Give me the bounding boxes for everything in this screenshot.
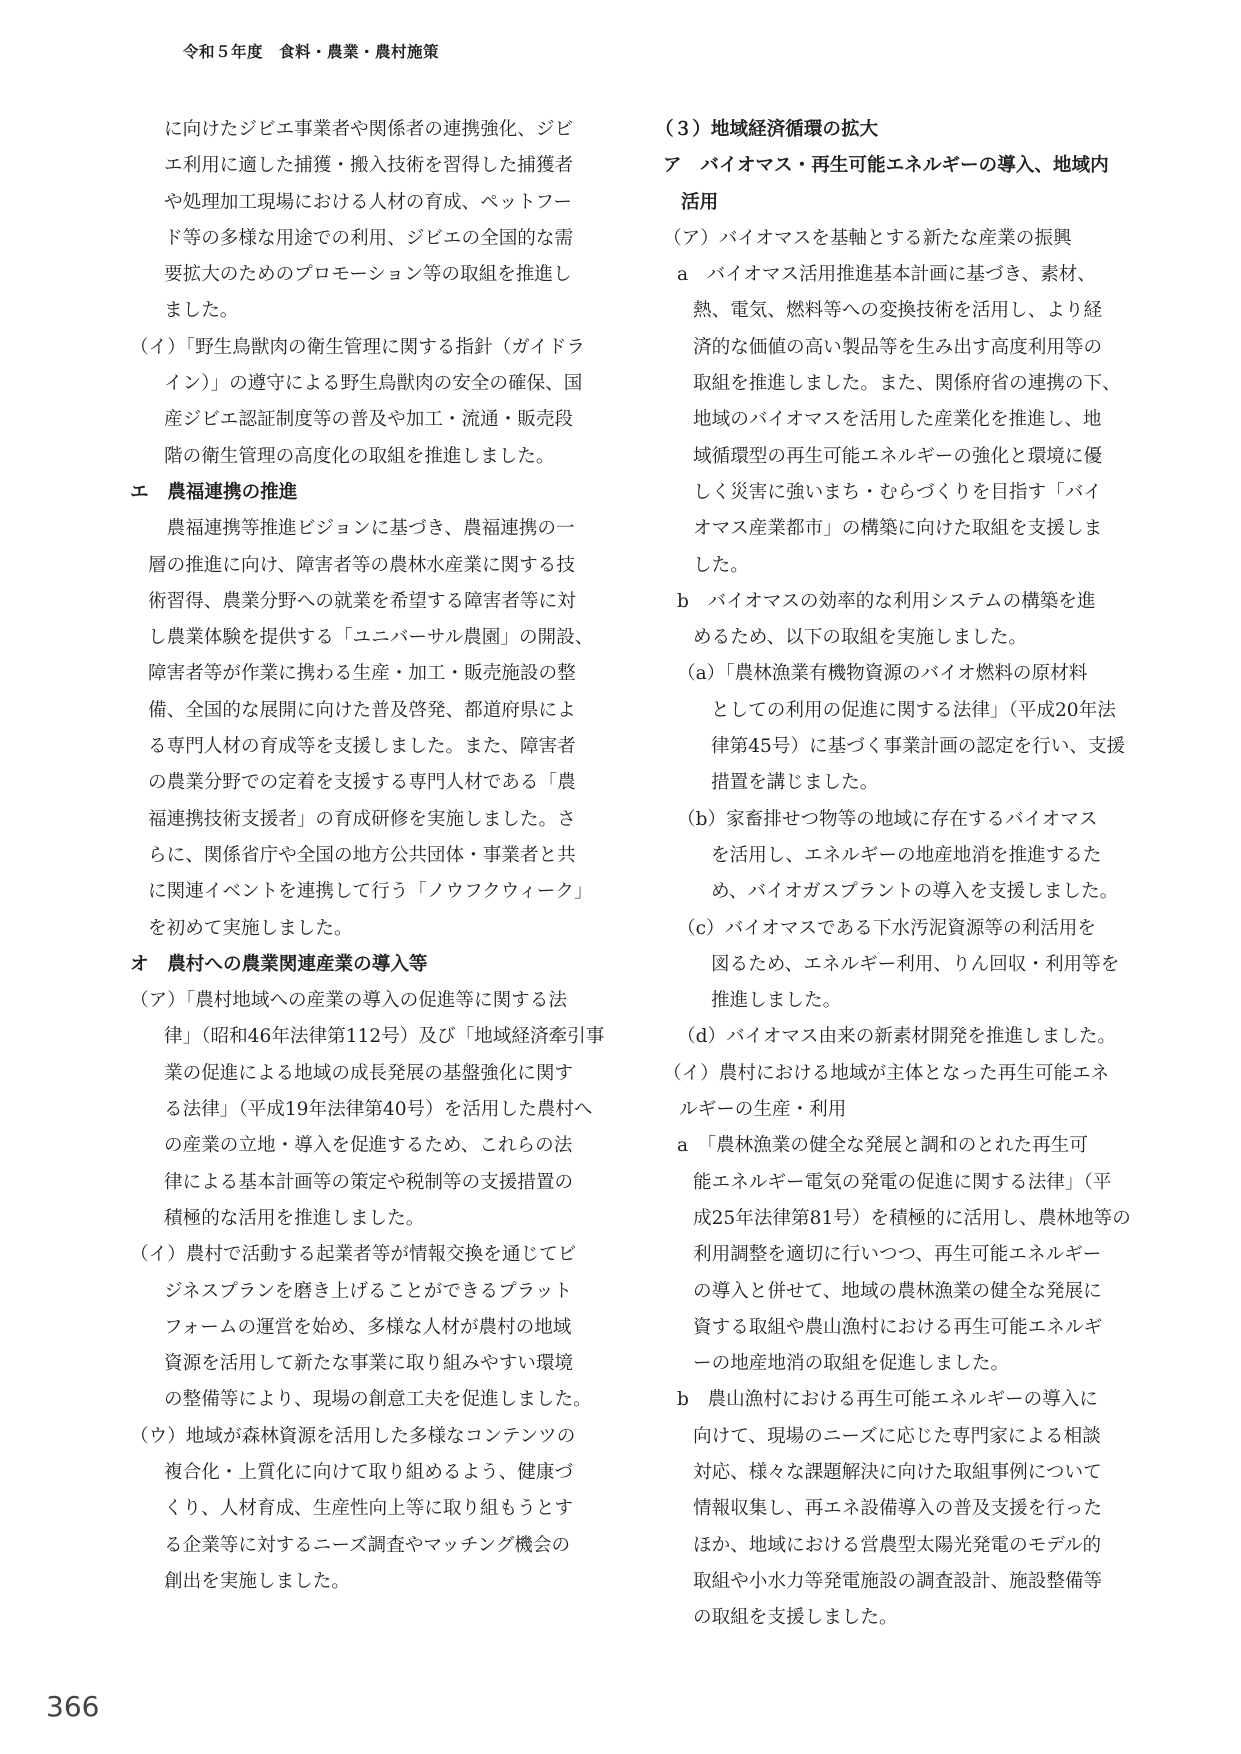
text-line: しく災害に強いまち・むらづくりを目指す「バイ xyxy=(693,481,1102,503)
paragraph xyxy=(130,983,610,1237)
text-line: （イ）「野生鳥獣肉の衛生管理に関する指針（ガイドラ xyxy=(130,336,585,358)
text-line: （イ）農村における地域が主体となった再生可能エネ xyxy=(663,1062,1110,1084)
paragraph xyxy=(130,330,610,475)
text-line: （イ）農村で活動する起業者等が情報交換を通じてビ xyxy=(130,1244,577,1266)
text-line: 律」（昭和46年法律第112号）及び「地域経済牽引事 xyxy=(164,1026,605,1048)
section-heading xyxy=(655,112,1145,148)
text-line: ジネスプランを磨き上げることができるプラット xyxy=(164,1280,573,1302)
text-line: 利用調整を適切に行いつつ、再生可能エネルギー xyxy=(693,1244,1102,1266)
paragraph xyxy=(655,257,1145,584)
text-line: 対応、様々な課題解決に向けた取組事例について xyxy=(693,1461,1102,1483)
text-line: 農福連携等推進ビジョンに基づき、農福連携の一 xyxy=(148,518,575,540)
text-line: エ 農福連携の推進 xyxy=(130,481,298,503)
text-line: 図るため、エネルギー利用、りん回収・利用等を xyxy=(711,953,1120,975)
paragraph xyxy=(130,1419,610,1600)
text-line: や処理加工現場における人材の育成、ペットフー xyxy=(164,191,572,213)
text-line: ーの地産地消の取組を促進しました。 xyxy=(693,1353,1010,1375)
text-line: る企業等に対するニーズ調査やマッチング機会の xyxy=(164,1534,571,1556)
text-line: 措置を講じました。 xyxy=(711,772,879,794)
text-line: る法律」（平成19年法律第40号）を活用した農村へ xyxy=(164,1099,593,1121)
paragraph xyxy=(655,656,1145,801)
text-line: 済的な価値の高い製品等を生み出す高度利用等の xyxy=(693,336,1103,358)
text-line: の取組を支援しました。 xyxy=(693,1607,898,1629)
text-line: に関連イベントを連携して行う「ノウフクウィーク」 xyxy=(148,881,593,903)
text-line: 備、全国的な展開に向けた普及啓発、都道府県によ xyxy=(148,699,576,721)
paragraph xyxy=(655,802,1145,911)
text-line: る専門人材の育成等を支援しました。また、障害者 xyxy=(148,736,576,758)
text-line: b バイオマスの効率的な利用システムの構築を進 xyxy=(677,590,1096,612)
text-line: b 農山漁村における再生可能エネルギーの導入に xyxy=(677,1389,1098,1411)
text-line: 創出を実施しました。 xyxy=(164,1570,350,1592)
text-line: ア バイオマス・再生可能エネルギーの導入、地域内 xyxy=(663,155,1109,177)
text-line: 向けて、現場のニーズに応じた専門家による相談 xyxy=(693,1425,1101,1447)
paragraph xyxy=(130,511,610,947)
text-line: フォームの運営を始め、多様な人材が農村の地域 xyxy=(164,1316,572,1338)
text-line: 障害者等が作業に携わる生産・加工・販売施設の整 xyxy=(148,663,576,685)
text-line: めるため、以下の取組を実施しました。 xyxy=(693,627,1027,649)
text-line: の整備等により、現場の創意工夫を促進しました。 xyxy=(164,1389,592,1411)
paragraph xyxy=(655,1056,1145,1129)
text-line: （ア）バイオマスを基軸とする新たな産業の振興 xyxy=(663,227,1072,249)
text-line: 能エネルギー電気の発電の促進に関する法律」（平 xyxy=(693,1171,1112,1193)
text-line: 業の促進による地域の成長発展の基盤強化に関す xyxy=(164,1062,574,1084)
text-line: 活用 xyxy=(681,191,719,213)
text-line: 福連携技術支援者」の育成研修を実施しました。さ xyxy=(148,808,576,830)
text-line: 産ジビエ認証制度等の普及や加工・流通・販売段 xyxy=(164,409,574,431)
text-line: 律第45号）に基づく事業計画の認定を行い、支援 xyxy=(711,736,1126,758)
text-line: 推進しました。 xyxy=(711,990,842,1012)
text-line: 要拡大のためのプロモーション等の取組を推進し xyxy=(164,264,572,286)
text-line: ました。 xyxy=(164,300,239,322)
text-line: （ウ）地域が森林資源を活用した多様なコンテンツの xyxy=(130,1425,576,1447)
text-line: の農業分野での定着を支援する専門人材である「農 xyxy=(148,772,576,794)
text-line: 成25年法律第81号）を積極的に活用し、農林地等の xyxy=(693,1207,1131,1229)
section-heading xyxy=(655,148,1145,221)
text-line: （ア）「農村地域への産業の導入の促進等に関する法 xyxy=(130,990,567,1012)
paragraph xyxy=(655,221,1145,257)
text-line: め、バイオガスプラントの導入を支援しました。 xyxy=(711,881,1119,903)
text-line: 資源を活用して新たな事業に取り組みやすい環境 xyxy=(164,1353,574,1375)
text-line: （c）バイオマスである下水汚泥資源等の利活用を xyxy=(677,917,1096,939)
paragraph xyxy=(655,1019,1145,1055)
text-line: 情報収集し、再エネ設備導入の普及支援を行った xyxy=(693,1498,1103,1520)
text-line: した。 xyxy=(693,554,749,576)
text-line: エ利用に適した捕獲・搬入技術を習得した捕獲者 xyxy=(164,155,574,177)
text-line: ルギーの生産・利用 xyxy=(679,1099,847,1121)
text-line: 積極的な活用を推進しました。 xyxy=(164,1207,425,1229)
running-header: 令和５年度 食料・農業・農村施策 xyxy=(183,43,440,61)
text-line: に向けたジビエ事業者や関係者の連携強化、ジビ xyxy=(164,119,574,140)
paragraph xyxy=(655,1128,1145,1382)
text-line: （d）バイオマス由来の新素材開発を推進しました。 xyxy=(677,1026,1117,1048)
left-column xyxy=(130,112,610,1600)
text-line: し農業体験を提供する「ユニバーサル農園」の開設、 xyxy=(148,627,594,649)
text-line: （３）地域経済循環の拡大 xyxy=(655,119,879,140)
text-line: の産業の立地・導入を促進するため、これらの法 xyxy=(164,1135,573,1157)
paragraph xyxy=(655,911,1145,1020)
text-line: 複合化・上質化に向けて取り組めるよう、健康づ xyxy=(164,1461,574,1483)
text-line: としての利用の促進に関する法律」（平成20年法 xyxy=(711,699,1116,721)
paragraph xyxy=(655,1382,1145,1636)
text-line: （a）「農林漁業有機物資源のバイオ燃料の原材料 xyxy=(677,663,1088,685)
text-line: 術習得、農業分野への就業を希望する障害者等に対 xyxy=(148,590,576,612)
text-line: a 「農林漁業の健全な発展と調和のとれた再生可 xyxy=(677,1135,1088,1157)
text-line: イン）」の遵守による野生鳥獣肉の安全の確保、国 xyxy=(164,373,583,395)
text-line: を初めて実施しました。 xyxy=(148,917,353,939)
text-line: ほか、地域における営農型太陽光発電のモデル的 xyxy=(693,1534,1102,1556)
page-number: 366 xyxy=(46,1690,100,1723)
text-line: オ 農村への農業関連産業の導入等 xyxy=(130,953,428,975)
text-line: 地域のバイオマスを活用した産業化を推進し、地 xyxy=(693,409,1102,431)
text-line: を活用し、エネルギーの地産地消を推進するた xyxy=(711,844,1102,866)
right-column xyxy=(655,112,1145,1636)
text-line: 層の推進に向け、障害者等の農林水産業に関する技 xyxy=(148,554,575,576)
text-line: a バイオマス活用推進基本計画に基づき、素材、 xyxy=(677,264,1096,286)
paragraph xyxy=(655,584,1145,657)
text-line: （b）家畜排せつ物等の地域に存在するバイオマス xyxy=(677,808,1098,830)
text-line: らに、関係省庁や全国の地方公共団体・事業者と共 xyxy=(148,844,576,866)
text-line: 取組や小水力等発電施設の調査設計、施設整備等 xyxy=(693,1570,1103,1592)
text-line: オマス産業都市」の構築に向けた取組を支援しま xyxy=(693,518,1103,540)
paragraph xyxy=(130,1237,610,1418)
text-line: 資する取組や農山漁村における再生可能エネルギ xyxy=(693,1316,1103,1338)
text-line: の導入と併せて、地域の農林漁業の健全な発展に xyxy=(693,1280,1102,1302)
text-line: 律による基本計画等の策定や税制等の支援措置の xyxy=(164,1171,574,1193)
paragraph xyxy=(130,112,610,330)
text-line: 取組を推進しました。また、関係府省の連携の下、 xyxy=(693,373,1121,395)
text-line: 域循環型の再生可能エネルギーの強化と環境に優 xyxy=(693,445,1103,467)
text-line: くり、人材育成、生産性向上等に取り組もうとす xyxy=(164,1498,574,1520)
section-heading xyxy=(130,947,610,983)
section-heading xyxy=(130,475,610,511)
text-line: 階の衛生管理の高度化の取組を推進しました。 xyxy=(164,445,555,467)
text-line: ド等の多様な用途での利用、ジビエの全国的な需 xyxy=(164,227,574,249)
text-line: 熱、電気、燃料等への変換技術を活用し、より経 xyxy=(693,300,1103,322)
